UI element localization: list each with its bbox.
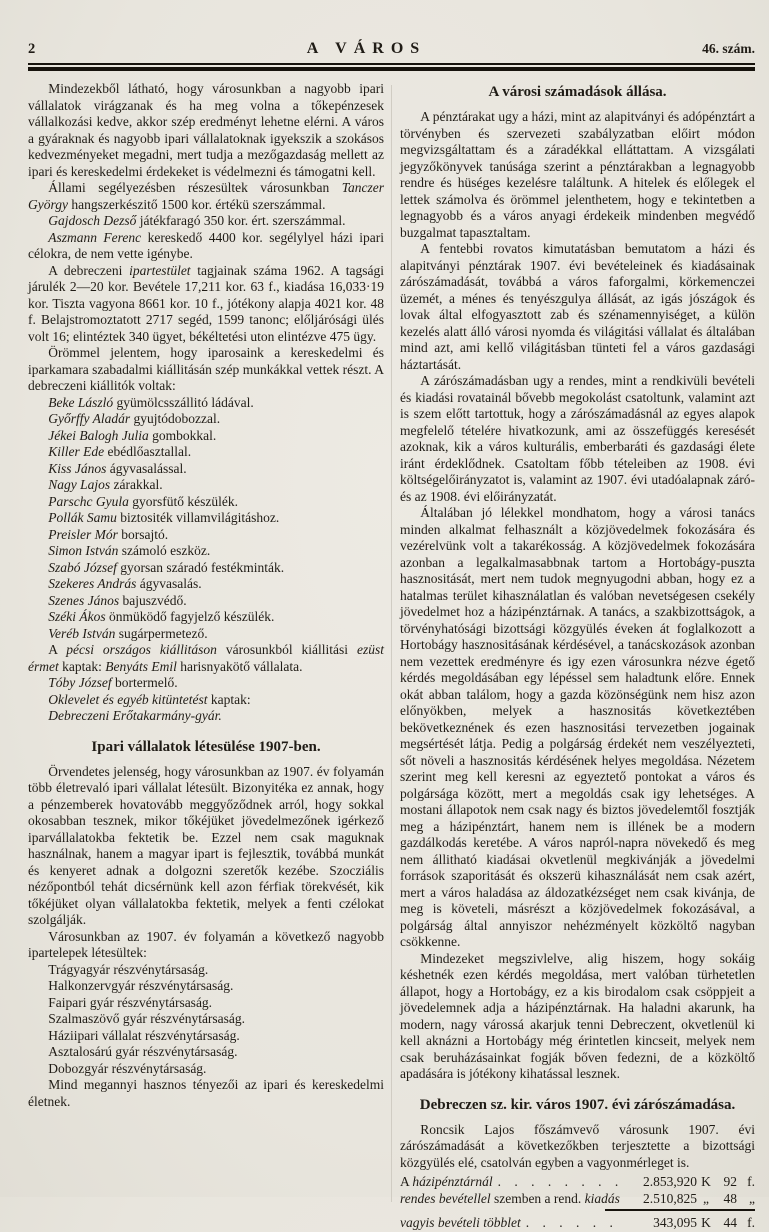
factory-item: Halkonzervgyár részvénytársaság. <box>48 978 234 993</box>
paragraph: Tóby József bortermelő. <box>48 675 178 690</box>
row-amount: 2.853,920 <box>643 1174 697 1189</box>
exhibitor-name: Kiss János <box>48 460 107 476</box>
paragraph: Városunkban az 1907. év folyamán a következő nagyobb ipartelepek létesültek: <box>28 928 384 960</box>
row-unit: „ <box>749 1190 755 1206</box>
section-heading: Ipari vállalatok létesülése 1907-ben. <box>91 738 321 755</box>
financial-table <box>400 1174 755 1232</box>
exhibitor-item <box>28 444 384 461</box>
exhibitor-name: Preisler Mór <box>48 526 118 542</box>
page-number: 2 <box>28 41 36 57</box>
exhibitor-name: Széki Ákos <box>48 609 106 624</box>
masthead-rule-thick <box>28 67 755 71</box>
paragraph: Gajdosch Dezső játékfaragó 350 kor. ért. szerszámmal. <box>48 213 346 228</box>
row-unit: f. <box>747 1215 755 1230</box>
row-amount: 343,095 <box>653 1215 697 1230</box>
paragraph: A pénztárakat ugy a házi, mint az alapitványi és adópénztárt a törvényben és szervezeti szabályzatban előirt módon megvizsgáltattam és a záradékkal elláttattam. A vizsgálati jegyzőkönyvek tanúsága szerint a pénztárakban a legnagyobb rendre és hüséges kezelésre találtunk. A hitelek és előlegek el lettek számolva és örömmel jelenthetem, hogy e tekintetben a legnagyobb és a város anyagi érdekeik mindenben megvédő buzgalmat tapasztaltam. <box>400 109 755 240</box>
factory-item: Faipari gyár részvénytársaság. <box>48 994 213 1010</box>
factory-item: Asztalosárú gyár részvénytársaság. <box>48 1044 238 1059</box>
paragraph: Debreczeni Erőtakarmány-gyár. <box>48 708 222 723</box>
exhibitor-product: gyorsfütő készülék. <box>132 493 238 509</box>
exhibitor-name: Pollák Samu <box>48 510 117 525</box>
exhibitor-name: Győrffy Aladár <box>48 411 131 426</box>
table-row <box>400 1191 755 1208</box>
exhibitor-name: Beke László <box>48 394 114 410</box>
sum-rule <box>605 1209 755 1211</box>
row-unit: f. <box>747 1174 755 1189</box>
row-label: rendes bevétellel szemben a rend. kiadás <box>400 1190 620 1206</box>
factory-item: Trágyagyár részvénytársaság. <box>48 961 209 977</box>
exhibitor-name: Szenes János <box>48 592 120 608</box>
row-currency: K <box>701 1174 711 1189</box>
factory-item: Dobozgyár részvénytársaság. <box>48 1060 207 1076</box>
paragraph: Mind megannyi hasznos tényezői az ipari és kereskedelmi életnek. <box>28 1077 384 1109</box>
exhibitor-item <box>28 543 384 560</box>
row-fraction: 48 <box>723 1190 737 1206</box>
exhibitor-name: Veréb István <box>48 625 116 641</box>
row-fraction: 44 <box>723 1215 737 1230</box>
exhibitor-name: Killer Ede <box>48 444 105 459</box>
column-divider <box>391 85 392 1202</box>
issue-number: 46. szám. <box>702 41 755 56</box>
right-column <box>400 81 755 1232</box>
exhibitor-list <box>28 395 384 643</box>
exhibitor-item <box>28 626 384 643</box>
exhibitor-product: gyujtódobozzal. <box>133 411 221 426</box>
exhibitor-name: Parschc Gyula <box>48 493 129 509</box>
exhibitor-product: biztositék villamvilágitáshoz. <box>120 510 280 525</box>
row-currency: „ <box>703 1190 709 1206</box>
exhibitor-product: önmüködő fagyjelző készülék. <box>108 609 275 624</box>
exhibitor-product: gyümölcsszállitó ládával. <box>116 394 254 410</box>
exhibitor-name: Jékei Balogh Julia <box>48 427 149 443</box>
exhibitor-product: ebédlőasztallal. <box>107 444 192 459</box>
exhibitor-item <box>28 560 384 577</box>
factory-item: Háziipari vállalat részvénytársaság. <box>48 1027 240 1043</box>
exhibitor-product: zárakkal. <box>113 477 163 492</box>
exhibitor-product: gyorsan száradó festékminták. <box>120 559 285 575</box>
exhibitor-name: Simon István <box>48 543 119 558</box>
exhibitor-product: gombokkal. <box>152 427 217 443</box>
row-fraction: 92 <box>723 1174 737 1189</box>
exhibitor-item <box>28 527 384 544</box>
exhibitor-item <box>28 609 384 626</box>
paragraph: Örvendetes jelenség, hogy városunkban az 1907. év folyamán több életrevaló ipari vállalat létesült. Bizonyitéka ez annak, hogy a pénzemberek hovatovább meggyőződnek arról, hogy sokkal okosabban tesznek, mikor tőkéjüket jövedelmezőnek igérkező iparvállalatokba fektetik be. Ezzel nem csak maguknak használnak, hanem a magyar ipart is fejlesztik, továbbá munkát és kenyeret adnak a dolgozni szeretők kezébe. Szocziális nézőpontból tehát dicsérnünk kell azon férfiak törekvését, kik tőkéjüket olyan vállalatokba fektetik, melyek a fenti czélokat szolgálják. <box>28 763 384 927</box>
left-column <box>28 81 384 1232</box>
exhibitor-product: bajuszvédő. <box>122 592 187 608</box>
row-label: A házipénztárnál <box>400 1174 493 1189</box>
exhibitor-item <box>28 461 384 478</box>
exhibitor-item <box>28 395 384 412</box>
exhibitor-product: ágyvasalás. <box>139 576 202 591</box>
exhibitor-item <box>28 411 384 428</box>
paragraph: Általában jó lélekkel mondhatom, hogy a városi tanács minden alkalmat felhasznált a közjövedelmek fokozására és vezérelvünk volt a takarékosság. A közjövedelmek fokozására azonban a legalkalmasabbnak tartom a Hortobágy-puszta hasznositását, mert nem tudok megnyugodni abban, hogy ez a hatalmas terület kihasználatlan és valóban nevetségesen csekély jövedelmet hoz a házipénztárnak. A tanács, a szakbizottságok, a törvényhatósági bizottsági közgyülés éveken át foglalkozott a Hortobágy hasznositásának kérdésével, a tanácskozások azonban nem vezettek eredményre és igy ezen városunkra nézve égető kérdés megoldásában egy lépéssel sem haladtunk előre. Ennek okát abban találom, hogy a gazda közönségünk nem hisz azon előnyökben, melyek a hasznositás következtében bekövetkeznének és ezen hasznositási tervezetben jogainak megsértését látja. Pedig a polgárság érdekét nem veszélyezteti, sőt növeli a hasznositás kérdésének helyes megoldása. Nézetem szerint meg kell keresni az egyeztető pontokat a város és polgársága között, mert a megoldás csak igy lehetséges. A mostani állapotok nem csak nagy és biztos jövedelemtől fosztják meg a házipénztárt, hanem nem is illének be a modern gazdálkodás keretébe. A város napról-napra növekedő és meg nem állitható kiadásai okvetlenül megkivánják a jövedelmi források szaporitását és okszerü kihasználását nem csak azért, mert a város haladása az áldozatkézséget nem csak kivánja, de meg is követeli, másrészt a közjövedelmek fokozásával, a polgárság által annyiszor nehézményelt közköltő nagyban csökkenne. <box>400 505 755 949</box>
exhibitor-product: sugárpermetező. <box>118 625 208 641</box>
section-heading: Debreczen sz. kir. város 1907. évi zárószámadása. <box>419 1096 736 1113</box>
row-label: vagyis bevételi többlet <box>400 1215 521 1230</box>
table-row-total <box>400 1215 755 1232</box>
factory-item: Szalmaszövő gyár részvénytársaság. <box>48 1011 246 1026</box>
paragraph: Roncsik Lajos főszámvevő városunk 1907. évi zárószámadását a következőkben terjesztette a bizottsági közgyülés elé, csatolván egyben a vagyonmérleget is. <box>400 1121 755 1170</box>
paragraph: A zárószámadásban ugy a rendes, mint a rendkivüli bevételi és kiadási rovatainál bővebb megokolást csatoltunk, valamint azt is szem előtt tartottuk, hogy a zárószámadásnál az egyes alapok megfelelő tételére hivatkozunk, ami az összefüggés keresését azoknak, kik a város kulturális, emberbaráti és gazdasági élete iránt érdeklődnek. Csatoltam főbb tételeiben az 1908. évi költségelőirányzatot is, valamint az 1907. évi utadóalapnak záró- és az 1908. évi előirányzatát. <box>400 373 755 504</box>
exhibitor-name: Nagy Lajos <box>48 477 111 492</box>
paragraph: Aszmann Ferenc kereskedő 4400 kor. segélylyel házi ipari célokra, de nem vette igénybe. <box>28 229 384 261</box>
paper-title: A VÁROS <box>306 40 427 57</box>
paragraph: A debreczeni ipartestület tagjainak száma 1962. A tagsági járulék 2—20 kor. Bevétele 17,211 kor. 63 f., kiadása 16,033·19 kor. Tiszta vagyona 8661 kor. 10 f., jótékony alapja 4021 kor. 48 f. Belajstromoztatott 2717 segéd, 1599 tanonc; előljárósági ülés volt 16; elintéztek 340 ügyet, békéltetési uton elintézve 475 ügy. <box>28 262 384 344</box>
paragraph: Állami segélyezésben részesültek városunkban Tanczer György hangszerkészitő 1500 kor. értékü szerszámmal. <box>28 180 384 212</box>
paragraph: A fentebbi rovatos kimutatásban bemutatom a házi és alapitványi pénztárak 1907. évi bevételeinek és kiadásainak zárószámadását, továbbá a város faforgalmi, körkemenczei üzemét, a ménes és tenyészgulya állását, az igás jószágok és lovak által elfogyasztott zab és szénamennyiséget, a külön kezelés alatt álló városi nyomda és világitási vállalat és általában mind azt, ami kellő világitásban tünteti fel a város gazdasági háztartását. <box>400 241 755 372</box>
columns <box>28 81 755 1232</box>
section-heading: A városi számadások állása. <box>488 84 667 100</box>
exhibitor-item <box>28 510 384 527</box>
paragraph: Örömmel jelentem, hogy iparosaink a kereskedelmi és iparkamara szabadalmi kiállitásán szép munkákkal vettek részt. A debreczeni kiállitók voltak: <box>28 345 384 393</box>
masthead-rule-thin <box>28 63 755 65</box>
paragraph: A pécsi országos kiállitáson városunkból kiállitási ezüst érmet kaptak: Benyáts Emil harisnyakötő vállalata. <box>28 642 384 674</box>
paragraph: Mindezeket megszivlelve, alig hiszem, hogy sokáig késhetnék ezen kérdés megoldása, mert valóban türhetetlen állapot, hogy a Hortobágy, ez a kis birodalom csak csöppjeit a jövedelemnek adja a házipénztárnak. Ha haladni akarunk, ha modern, nagy várossá akarjuk tenni Debreczent, okvetlenül ki kell aknázni a Hortobágy még érintetlen kincseit, melyek nem csak beruházásainkat fogják bőven fedezni, de a közköltő apadására is jótékony kihatással lesznek. <box>400 950 755 1081</box>
dot-leader: . . . . . . <box>525 1215 613 1230</box>
paragraph: Oklevelet és egyéb kitüntetést kaptak: <box>48 691 251 707</box>
table-row <box>400 1174 755 1191</box>
row-amount: 2.510,825 <box>643 1190 697 1206</box>
factory-list <box>28 962 384 1078</box>
paragraph: Mindezekből látható, hogy városunkban a nagyobb ipari vállalatok virágzanak és ha meg volna a tőkepénzesek vállalkozási kedve, akkor szép eredményt lehetne elérni. A város a gyáraknak és nagyobb ipari vállalatoknak igyekszik a szokásos kedvezményeket megadni, mert tudja a mezőgazdaság mellett az ipari és kereskedelmi érdekeket is védelmezni és támogatni kell. <box>28 81 384 179</box>
exhibitor-item <box>28 477 384 494</box>
masthead <box>28 40 755 58</box>
exhibitor-item <box>28 428 384 445</box>
exhibitor-product: ágyvasalással. <box>109 460 187 476</box>
exhibitor-name: Szekeres András <box>48 576 137 591</box>
row-currency: K <box>701 1215 711 1230</box>
exhibitor-item <box>28 494 384 511</box>
exhibitor-item <box>28 576 384 593</box>
dot-leader: . . . . . . . . <box>497 1174 619 1189</box>
exhibitor-product: borsajtó. <box>121 526 169 542</box>
exhibitor-name: Szabó József <box>48 559 117 575</box>
exhibitor-product: számoló eszköz. <box>121 543 211 558</box>
exhibitor-item <box>28 593 384 610</box>
